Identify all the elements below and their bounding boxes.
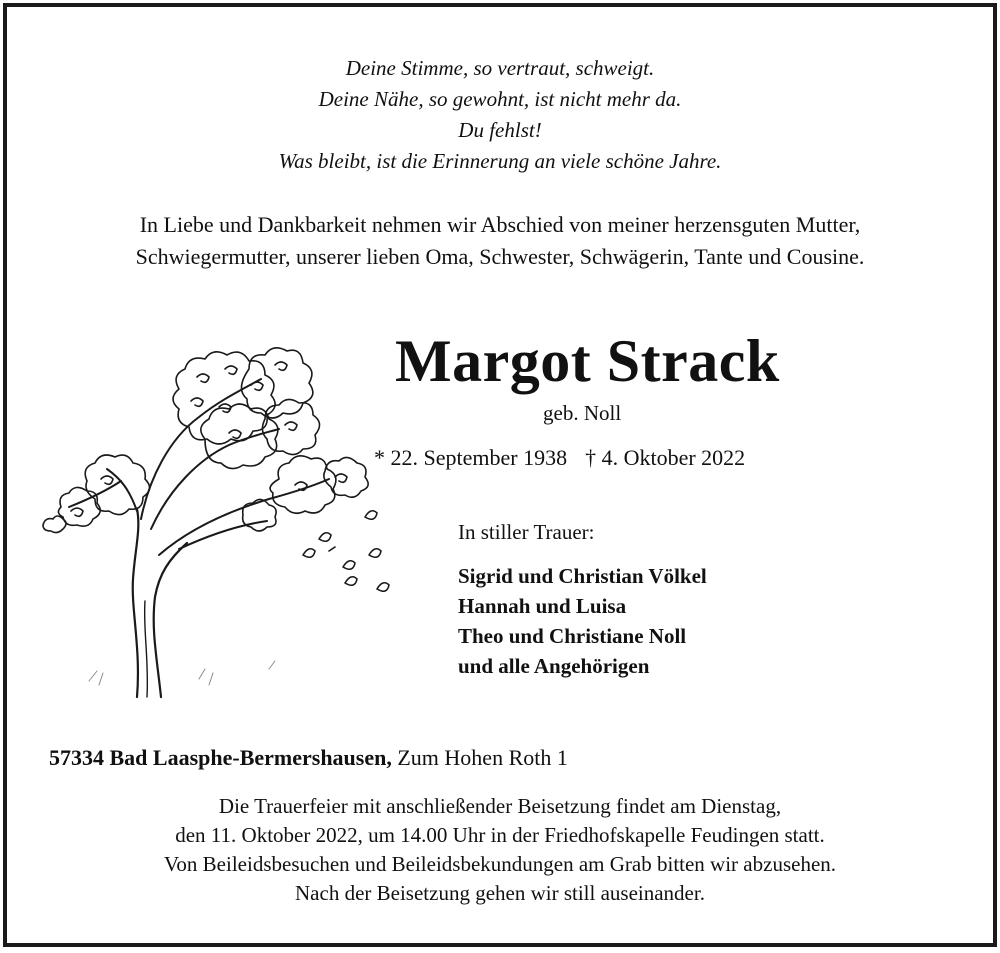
funeral-line: den 11. Oktober 2022, um 14.00 Uhr in der Friedhofskapelle Feudingen statt. xyxy=(175,823,825,847)
family-address xyxy=(49,743,568,773)
life-dates xyxy=(374,443,745,473)
mourning-label: In stiller Trauer: xyxy=(458,520,595,544)
verse-line: Deine Nähe, so gewohnt, ist nicht mehr da. xyxy=(318,87,682,111)
funeral-line: Von Beileidsbesuchen und Beileidsbekundungen am Grab bitten wir abzusehen. xyxy=(163,852,837,876)
funeral-information xyxy=(7,792,993,908)
farewell-text xyxy=(7,209,993,273)
verse-line: Deine Stimme, so vertraut, schweigt. xyxy=(345,56,655,80)
funeral-line: Die Trauerfeier mit anschließender Beisetzung findet am Dienstag, xyxy=(218,794,782,818)
mourner-line: Hannah und Luisa xyxy=(458,594,627,618)
verse-line: Du fehlst! xyxy=(458,118,542,142)
death-date: † 4. Oktober 2022 xyxy=(585,445,746,470)
maiden-name: geb. Noll xyxy=(543,401,622,425)
mourners-list xyxy=(458,561,707,681)
farewell-line: In Liebe und Dankbarkeit nehmen wir Abschied von meiner herzensguten Mutter, xyxy=(139,212,861,237)
tree-illustration-icon xyxy=(29,329,401,699)
mourner-line: Sigrid und Christian Völkel xyxy=(458,564,707,588)
memorial-verse xyxy=(7,53,993,177)
address-city: 57334 Bad Laasphe-Bermershausen, xyxy=(49,745,392,770)
obituary-notice xyxy=(3,3,997,947)
deceased-name: Margot Strack xyxy=(395,328,780,394)
funeral-line: Nach der Beisetzung gehen wir still auseinander. xyxy=(295,881,705,905)
mourner-line: und alle Angehörigen xyxy=(458,654,650,678)
address-street: Zum Hohen Roth 1 xyxy=(397,745,568,770)
birth-date: * 22. September 1938 xyxy=(374,445,568,470)
mourner-line: Theo und Christiane Noll xyxy=(458,624,687,648)
farewell-line: Schwiegermutter, unserer lieben Oma, Schwester, Schwägerin, Tante und Cousine. xyxy=(135,244,865,269)
verse-line: Was bleibt, ist die Erinnerung an viele schöne Jahre. xyxy=(278,149,722,173)
